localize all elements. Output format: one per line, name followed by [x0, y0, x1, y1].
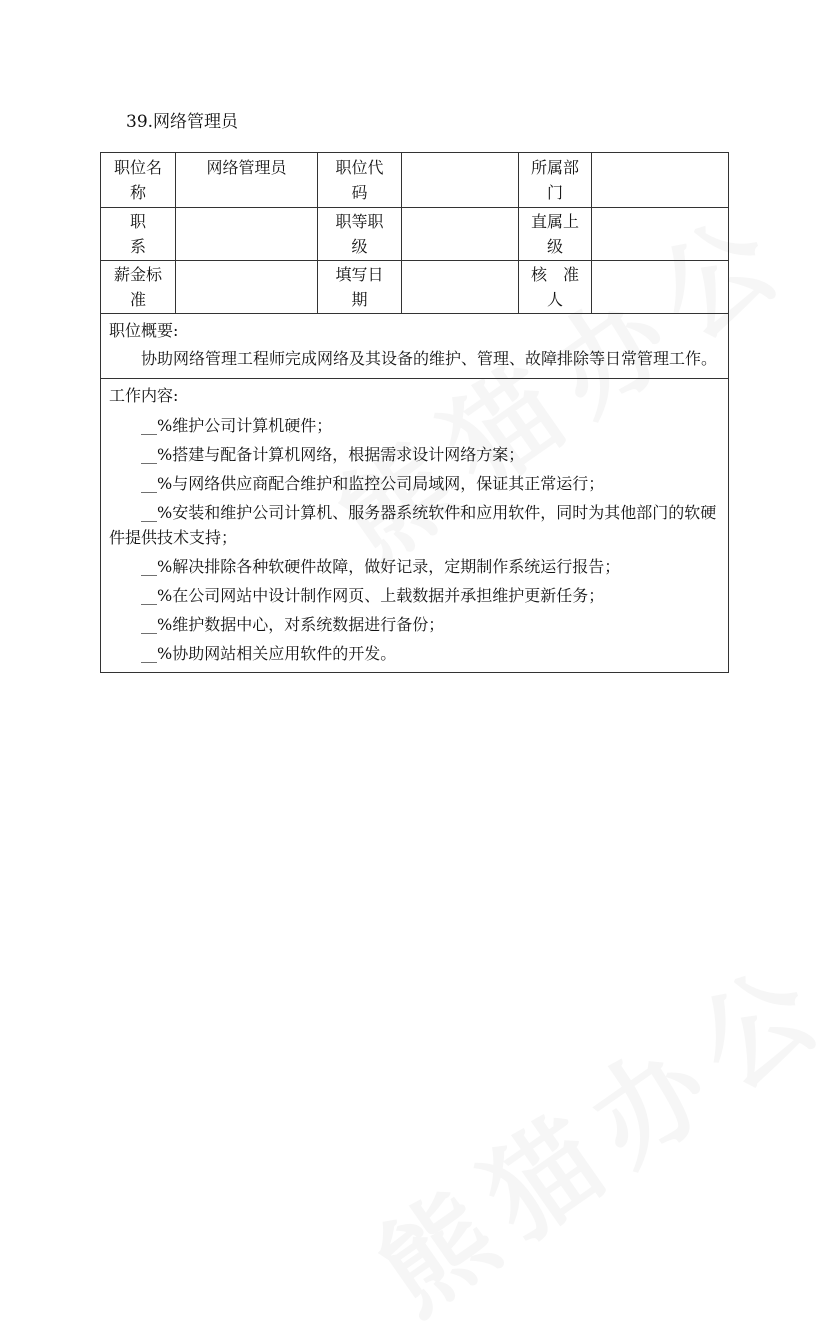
value-salary-standard[interactable]: [176, 261, 318, 314]
duty-item: __%协助网站相关应用软件的开发。: [141, 644, 397, 663]
duty-item: __%搭建与配备计算机网络，根据需求设计网络方案；: [141, 445, 525, 464]
value-approver[interactable]: [592, 261, 729, 314]
table-row: [101, 261, 729, 314]
document-title: 39.网络管理员: [126, 112, 239, 132]
overview-text: 协助网络管理工程师完成网络及其设备的维护、管理、故障排除等日常管理工作。: [141, 349, 718, 368]
value-department[interactable]: [592, 153, 729, 208]
value-position-code[interactable]: [402, 153, 519, 208]
overview-heading: 职位概要:: [109, 321, 179, 340]
duties-heading: 工作内容:: [109, 386, 179, 405]
label-position-code: 职位代 码: [318, 153, 402, 208]
label-fill-date: 填写日 期: [318, 261, 402, 314]
label-salary-standard: 薪金标 准: [101, 261, 176, 314]
label-position-name: 职位名 称: [101, 153, 176, 208]
duty-item: __%维护公司计算机硬件；: [141, 416, 333, 435]
label-direct-supervisor: 直属上 级: [519, 208, 592, 261]
watermark-bottom: [342, 915, 830, 1343]
label-job-family: 职 系: [101, 208, 176, 261]
duty-item: __%安装和维护公司计算机、服务器系统软件和应用软件，同时为其他部门的软硬件提供技术支持；: [109, 503, 717, 547]
value-direct-supervisor[interactable]: [592, 208, 729, 261]
label-department: 所属部 门: [519, 153, 592, 208]
duty-item: __%维护数据中心，对系统数据进行备份；: [141, 615, 445, 634]
duties-row: [101, 379, 729, 673]
value-fill-date[interactable]: [402, 261, 519, 314]
duty-item: __%解决排除各种软硬件故障，做好记录，定期制作系统运行报告；: [141, 557, 621, 576]
value-position-name[interactable]: 网络管理员: [176, 153, 318, 208]
table-row: [101, 208, 729, 261]
job-description-table: [100, 152, 729, 673]
label-approver: 核 准 人: [519, 261, 592, 314]
duty-item: __%在公司网站中设计制作网页、上载数据并承担维护更新任务；: [141, 586, 605, 605]
overview-section: [101, 314, 729, 379]
value-job-grade[interactable]: [402, 208, 519, 261]
value-job-family[interactable]: [176, 208, 318, 261]
overview-row: [101, 314, 729, 379]
duty-item: __%与网络供应商配合维护和监控公司局域网，保证其正常运行；: [141, 474, 605, 493]
duties-section: [101, 379, 729, 673]
label-job-grade: 职等职 级: [318, 208, 402, 261]
table-row: [101, 153, 729, 208]
